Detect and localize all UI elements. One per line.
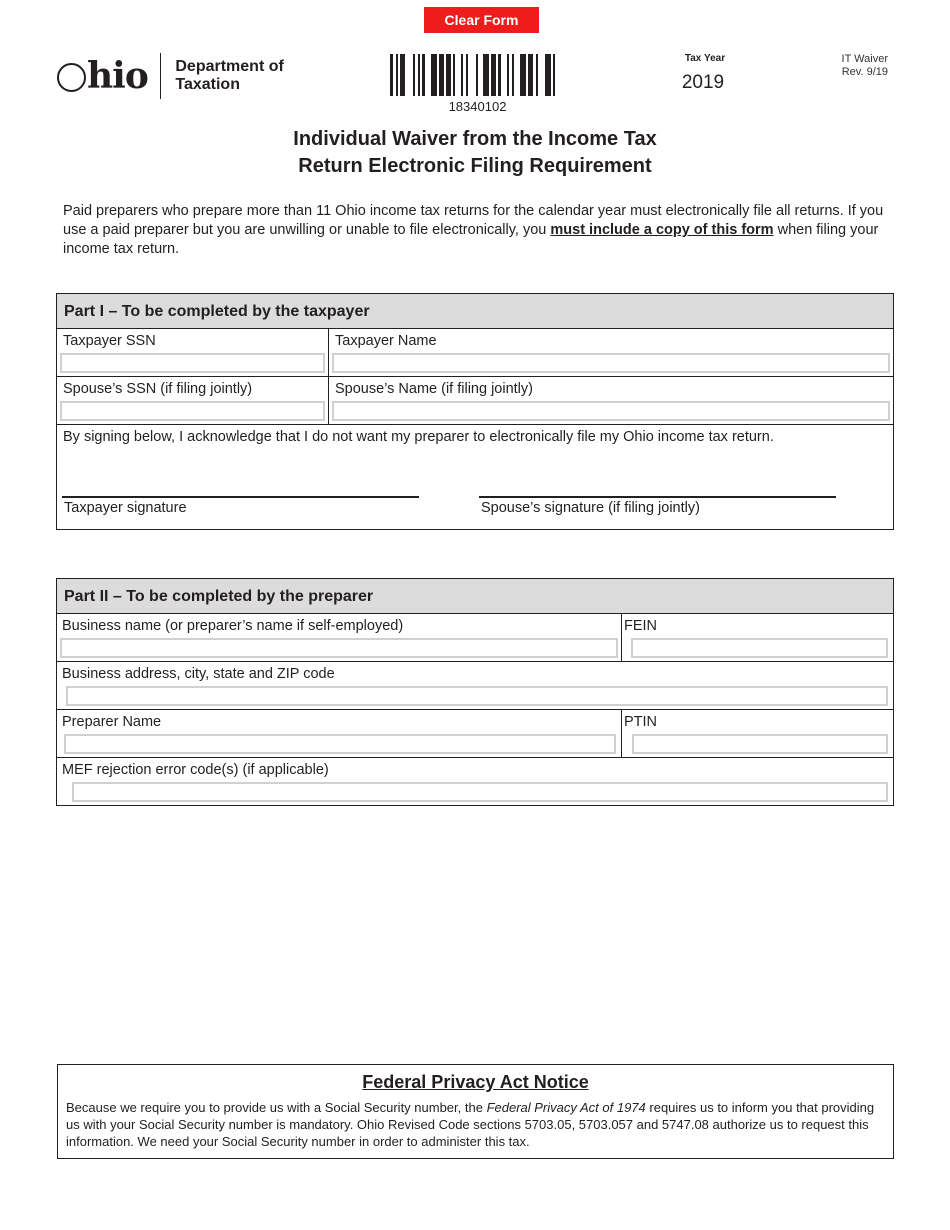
- spouse-ssn-label: Spouse’s SSN (if filing jointly): [63, 381, 253, 397]
- taxpayer-ssn-input[interactable]: [60, 353, 325, 373]
- ohio-department-of-taxation-logo: [57, 52, 284, 100]
- taxpayer-name-cell: [328, 329, 893, 376]
- part2-row-address: [57, 662, 893, 710]
- logo-department-name: [175, 58, 283, 94]
- part1-row-acknowledgement: [57, 425, 893, 529]
- mef-codes-input[interactable]: [72, 782, 888, 802]
- logo-dept-line2: Taxation: [175, 76, 240, 93]
- spouse-ssn-input[interactable]: [60, 401, 325, 421]
- taxpayer-name-input[interactable]: [332, 353, 890, 373]
- spouse-name-cell: [328, 377, 893, 424]
- spouse-signature-label: Spouse’s signature (if filing jointly): [481, 500, 700, 516]
- tax-year-value: 2019: [681, 72, 725, 93]
- part1-row-spouse: [57, 377, 893, 425]
- privacy-act-name: Federal Privacy Act of 1974: [486, 1100, 646, 1115]
- ohio-logo-word: hio: [87, 55, 148, 97]
- part1-row-taxpayer: [57, 329, 893, 377]
- business-name-input[interactable]: [60, 638, 618, 658]
- intro-text-end: when filing your income tax return.: [63, 222, 879, 257]
- intro-emphasis: must include a copy of this form: [550, 222, 774, 238]
- privacy-notice-title: Federal Privacy Act Notice: [362, 1072, 589, 1092]
- page-title: [0, 126, 950, 180]
- part1-section: [56, 293, 894, 530]
- taxpayer-ssn-label: Taxpayer SSN: [63, 333, 156, 349]
- taxpayer-name-label: Taxpayer Name: [335, 333, 437, 349]
- ptin-label: PTIN: [624, 714, 658, 730]
- preparer-name-input[interactable]: [64, 734, 616, 754]
- barcode-number: 18340102: [448, 99, 507, 114]
- taxpayer-signature-label: Taxpayer signature: [64, 500, 187, 516]
- logo-dept-line1: Department of: [175, 58, 284, 75]
- intro-text: Paid preparers who prepare more than 11 Ohio income tax returns for the calendar year must electronically file all returns. If you use a paid preparer but you are unwilling or unable to file electronically, you: [63, 203, 884, 238]
- privacy-text-start: Because we require you to provide us with a Social Security number, the: [66, 1100, 487, 1115]
- spouse-name-label: Spouse’s Name (if filing jointly): [335, 381, 533, 397]
- ohio-logo-o-circle-icon: [57, 63, 86, 92]
- taxpayer-ssn-cell: [57, 329, 328, 376]
- barcode-icon: [390, 54, 562, 96]
- business-name-label: Business name (or preparer’s name if self-employed): [62, 618, 404, 634]
- fein-input[interactable]: [631, 638, 888, 658]
- part2-row-preparer: [57, 710, 893, 758]
- logo-divider: [160, 53, 162, 99]
- form-id-name: IT Waiver: [841, 53, 888, 65]
- spouse-signature-line[interactable]: [479, 496, 836, 498]
- spouse-name-input[interactable]: [332, 401, 890, 421]
- ptin-input[interactable]: [632, 734, 888, 754]
- form-id: [820, 53, 888, 79]
- tax-year-label: Tax Year: [684, 53, 726, 64]
- title-line1: Individual Waiver from the Income Tax: [293, 128, 657, 150]
- business-address-label: Business address, city, state and ZIP code: [62, 666, 335, 682]
- part2-section: [56, 578, 894, 806]
- part1-header: Part I – To be completed by the taxpayer: [57, 294, 893, 329]
- intro-paragraph: [63, 202, 893, 259]
- ohio-wordmark: [57, 55, 148, 97]
- privacy-text-end: requires us to inform you that providing us with your Social Security number is mandatory. Ohio Revised Code sections 5703.05, 5703.057 and 5747.08 authorize us to request this information. We need your Social Security number in order to administer this tax.: [66, 1100, 875, 1149]
- acknowledgement-text: By signing below, I acknowledge that I do not want my preparer to electronically file my Ohio income tax return.: [63, 429, 774, 445]
- fein-label: FEIN: [624, 618, 658, 634]
- privacy-notice: [57, 1064, 894, 1159]
- ptin-cell: [621, 710, 893, 757]
- part2-row-business: [57, 614, 893, 662]
- title-line2: Return Electronic Filing Requirement: [298, 155, 652, 177]
- preparer-name-label: Preparer Name: [62, 714, 162, 730]
- business-address-cell: [57, 662, 893, 709]
- mef-codes-label: MEF rejection error code(s) (if applicable): [62, 762, 329, 778]
- business-name-cell: [57, 614, 621, 661]
- preparer-name-cell: [57, 710, 621, 757]
- fein-cell: [621, 614, 893, 661]
- privacy-notice-text: [66, 1099, 885, 1150]
- form-revision: Rev. 9/19: [841, 66, 888, 78]
- spouse-ssn-cell: [57, 377, 328, 424]
- business-address-input[interactable]: [66, 686, 888, 706]
- mef-codes-cell: [57, 758, 893, 805]
- taxpayer-signature-line[interactable]: [62, 496, 419, 498]
- part2-row-mef: [57, 758, 893, 805]
- part2-header: Part II – To be completed by the preparer: [57, 579, 893, 614]
- clear-form-button[interactable]: Clear Form: [424, 7, 539, 33]
